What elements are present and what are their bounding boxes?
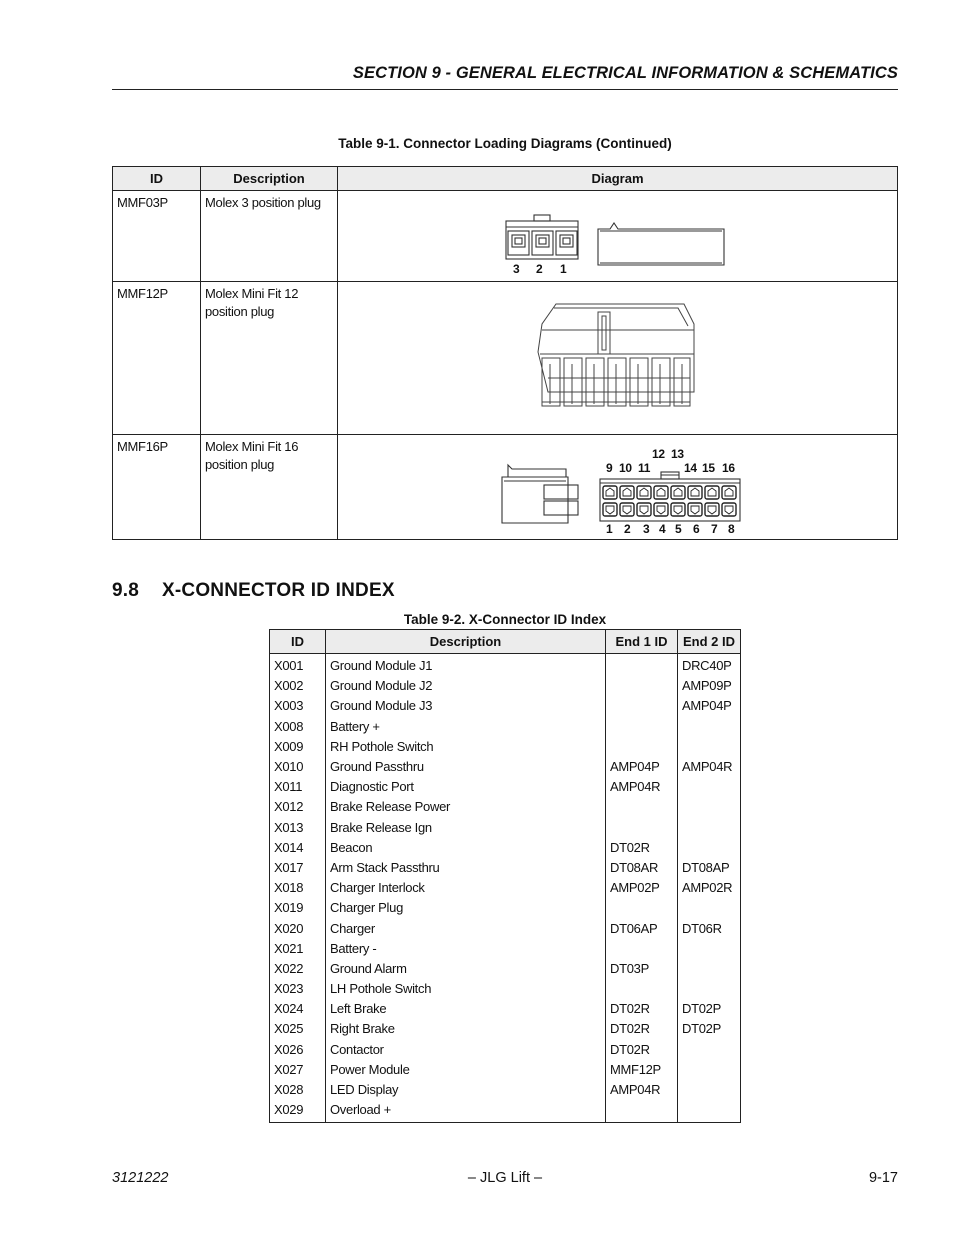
table2-cell-id: X003	[270, 696, 326, 716]
table2-cell-description: LED Display	[326, 1080, 606, 1100]
table2-cell-end1: DT02R	[606, 999, 678, 1019]
table2-cell-id: X018	[270, 878, 326, 898]
table-row	[270, 777, 741, 797]
mmf03p-pin-label: 2	[536, 262, 543, 276]
mmf16p-pin-terminal	[657, 488, 665, 496]
table2-cell-id: X002	[270, 676, 326, 696]
table-row	[270, 979, 741, 999]
mmf16p-pin-terminal	[708, 488, 716, 496]
mmf16p-pin-terminal	[708, 506, 716, 514]
table2-cell-id: X010	[270, 757, 326, 777]
table-row	[270, 676, 741, 696]
table2-cell-description: Battery -	[326, 939, 606, 959]
section-title: X-CONNECTOR ID INDEX	[162, 580, 395, 601]
table2-cell-end2	[678, 737, 741, 757]
table2-cell-end1: DT02R	[606, 1019, 678, 1039]
section-heading	[112, 580, 395, 602]
mmf03p-pin-label: 1	[560, 262, 567, 276]
table1-cell-description: Molex Mini Fit 16 position plug	[201, 435, 338, 540]
table2-cell-description: Charger Plug	[326, 898, 606, 918]
table2-cell-id: X009	[270, 737, 326, 757]
table2-cell-description: Ground Alarm	[326, 959, 606, 979]
mmf16p-pin-terminal	[606, 488, 614, 496]
table2-cell-id: X025	[270, 1019, 326, 1039]
table2-cell-end1	[606, 898, 678, 918]
mmf03p-connector-drawing	[338, 191, 897, 281]
table2-cell-description: Ground Passthru	[326, 757, 606, 777]
table-row	[270, 1100, 741, 1123]
table2-cell-id: X012	[270, 797, 326, 817]
table-row	[270, 797, 741, 817]
table2-cell-description: Right Brake	[326, 1019, 606, 1039]
mmf16p-pin-terminal	[640, 506, 648, 514]
table2-cell-end2	[678, 959, 741, 979]
mmf16p-bottom-pin-labels	[606, 522, 735, 536]
table2-header-end1: End 1 ID	[606, 630, 678, 654]
table2-cell-end2: AMP02R	[678, 878, 741, 898]
table2-cell-end1: AMP02P	[606, 878, 678, 898]
table-row	[270, 838, 741, 858]
table2-cell-end1: DT02R	[606, 838, 678, 858]
table2-cell-end2: DT02P	[678, 999, 741, 1019]
table2-cell-id: X019	[270, 898, 326, 918]
table1-header-diagram: Diagram	[338, 167, 898, 191]
table2-cell-end2: DT06R	[678, 918, 741, 938]
mmf16p-pin-terminal	[606, 506, 614, 514]
table-row	[270, 818, 741, 838]
mmf12p-diagram	[338, 282, 898, 435]
table2-cell-end2	[678, 898, 741, 918]
table2-cell-end1	[606, 818, 678, 838]
table1-header-id: ID	[113, 167, 201, 191]
table1-row	[113, 282, 898, 435]
table2-cell-description: Contactor	[326, 1040, 606, 1060]
table2-cell-end1	[606, 717, 678, 737]
mmf16p-pin-terminal	[691, 488, 699, 496]
table2-cell-end2: DT02P	[678, 1019, 741, 1039]
table2-cell-id: X013	[270, 818, 326, 838]
table2-cell-description: Diagnostic Port	[326, 777, 606, 797]
table2-cell-id: X001	[270, 654, 326, 677]
mmf16p-pin-label: 8	[728, 522, 735, 536]
mmf16p-pin-label: 5	[675, 522, 682, 536]
header-rule	[112, 89, 898, 90]
table2-cell-end1: AMP04R	[606, 777, 678, 797]
table2-header-end2: End 2 ID	[678, 630, 741, 654]
mmf16p-pin-label: 12	[652, 447, 665, 461]
mmf16p-diagram	[338, 435, 898, 540]
table2-cell-id: X017	[270, 858, 326, 878]
mmf16p-pin-terminal	[623, 506, 631, 514]
table2-cell-end1: DT02R	[606, 1040, 678, 1060]
table2-cell-end1: DT08AR	[606, 858, 678, 878]
table2-cell-id: X027	[270, 1060, 326, 1080]
table-row	[270, 858, 741, 878]
table-row	[270, 717, 741, 737]
table-row	[270, 1080, 741, 1100]
table2-cell-end1: AMP04R	[606, 1080, 678, 1100]
table1-cell-id: MMF03P	[113, 191, 201, 282]
mmf16p-pin-terminal	[640, 488, 648, 496]
mmf12p-connector-drawing	[338, 282, 897, 434]
table2-header-id: ID	[270, 630, 326, 654]
table2-cell-end1	[606, 979, 678, 999]
table2-cell-end1	[606, 696, 678, 716]
table-row	[270, 1040, 741, 1060]
mmf03p-diagram	[338, 191, 898, 282]
table1-cell-id: MMF16P	[113, 435, 201, 540]
table-row	[270, 898, 741, 918]
table2-cell-id: X022	[270, 959, 326, 979]
table2-cell-end2	[678, 979, 741, 999]
table2-cell-end2: AMP04R	[678, 757, 741, 777]
table2-cell-id: X008	[270, 717, 326, 737]
table2-cell-end2	[678, 838, 741, 858]
table-row	[270, 878, 741, 898]
mmf16p-pin-label: 16	[722, 461, 735, 475]
table-row	[270, 1019, 741, 1039]
table2-cell-description: Ground Module J3	[326, 696, 606, 716]
mmf03p-pin-labels	[513, 262, 567, 276]
table2-body	[270, 654, 741, 1123]
mmf03p-pin-label: 3	[513, 262, 520, 276]
table2-cell-id: X021	[270, 939, 326, 959]
table2-cell-description: Beacon	[326, 838, 606, 858]
table2-cell-end1: MMF12P	[606, 1060, 678, 1080]
table1-header-description: Description	[201, 167, 338, 191]
table2-cell-end1	[606, 654, 678, 677]
mmf16p-pin-terminal	[725, 506, 733, 514]
table2-cell-description: Ground Module J1	[326, 654, 606, 677]
table2-cell-description: Overload +	[326, 1100, 606, 1123]
mmf16p-connector-drawing	[338, 435, 897, 539]
mmf16p-pin-terminal	[674, 488, 682, 496]
mmf16p-pin-terminal	[725, 488, 733, 496]
x-connector-id-table	[269, 629, 741, 1123]
table2-cell-end2	[678, 717, 741, 737]
table2-caption: Table 9-2. X-Connector ID Index	[403, 612, 607, 627]
table-row	[270, 696, 741, 716]
mmf16p-pin-label: 2	[624, 522, 631, 536]
connector-loading-table	[112, 166, 898, 540]
table2-cell-id: X029	[270, 1100, 326, 1123]
table-row	[270, 918, 741, 938]
table2-cell-id: X024	[270, 999, 326, 1019]
table2-header-row	[270, 630, 741, 654]
table2-header-description: Description	[326, 630, 606, 654]
table2-cell-end2	[678, 797, 741, 817]
footer-doc-number: 3121222	[112, 1170, 169, 1186]
table1-caption: Table 9-1. Connector Loading Diagrams (Continued)	[338, 136, 672, 151]
table2-cell-end2	[678, 1080, 741, 1100]
footer-publisher: – JLG Lift –	[467, 1170, 543, 1186]
table1-header-row	[113, 167, 898, 191]
table1-row	[113, 435, 898, 540]
table2-cell-description: Left Brake	[326, 999, 606, 1019]
table2-cell-end2: DT08AP	[678, 858, 741, 878]
table2-cell-id: X014	[270, 838, 326, 858]
table2-cell-end2	[678, 939, 741, 959]
table2-cell-end2	[678, 777, 741, 797]
table2-cell-end1: DT03P	[606, 959, 678, 979]
mmf16p-pin-terminal	[657, 506, 665, 514]
section-number: 9.8	[112, 580, 140, 601]
mmf16p-pin-label: 7	[711, 522, 718, 536]
table-row	[270, 654, 741, 677]
table2-cell-end2	[678, 818, 741, 838]
table2-cell-end1	[606, 676, 678, 696]
section-header: SECTION 9 - GENERAL ELECTRICAL INFORMATION & SCHEMATICS	[352, 64, 898, 82]
mmf16p-top-pin-labels	[606, 447, 735, 475]
mmf16p-pin-label: 14	[684, 461, 697, 475]
table2-cell-end1	[606, 797, 678, 817]
table-row	[270, 1060, 741, 1080]
table2-cell-end2: AMP04P	[678, 696, 741, 716]
table2-cell-description: RH Pothole Switch	[326, 737, 606, 757]
mmf16p-pin-label: 6	[693, 522, 700, 536]
table2-cell-end2	[678, 1040, 741, 1060]
table2-cell-id: X026	[270, 1040, 326, 1060]
mmf16p-pin-label: 9	[606, 461, 613, 475]
table2-cell-description: Arm Stack Passthru	[326, 858, 606, 878]
table2-cell-end1: AMP04P	[606, 757, 678, 777]
mmf16p-pin-label: 1	[606, 522, 613, 536]
table2-cell-description: Charger	[326, 918, 606, 938]
mmf16p-pin-label: 4	[659, 522, 666, 536]
mmf16p-pin-label: 3	[643, 522, 650, 536]
footer-page-number: 9-17	[868, 1170, 898, 1186]
table2-cell-end2: AMP09P	[678, 676, 741, 696]
table2-cell-description: Battery +	[326, 717, 606, 737]
table1-cell-id: MMF12P	[113, 282, 201, 435]
table2-cell-description: Brake Release Power	[326, 797, 606, 817]
table2-cell-end2	[678, 1060, 741, 1080]
table-row	[270, 999, 741, 1019]
table2-cell-description: Charger Interlock	[326, 878, 606, 898]
table1-row	[113, 191, 898, 282]
table2-cell-id: X028	[270, 1080, 326, 1100]
table2-cell-id: X023	[270, 979, 326, 999]
mmf16p-pin-label: 13	[671, 447, 684, 461]
table2-cell-id: X011	[270, 777, 326, 797]
mmf16p-pin-label: 10	[619, 461, 632, 475]
table-row	[270, 757, 741, 777]
table2-cell-description: Power Module	[326, 1060, 606, 1080]
table1-cell-description: Molex Mini Fit 12 position plug	[201, 282, 338, 435]
table-row	[270, 939, 741, 959]
table2-cell-description: Brake Release Ign	[326, 818, 606, 838]
table2-cell-end1	[606, 1100, 678, 1123]
mmf16p-pin-label: 15	[702, 461, 715, 475]
mmf16p-pin-terminal	[691, 506, 699, 514]
table2-cell-description: Ground Module J2	[326, 676, 606, 696]
mmf16p-pin-label: 11	[638, 461, 651, 475]
table2-cell-end2: DRC40P	[678, 654, 741, 677]
mmf16p-pin-terminal	[674, 506, 682, 514]
table2-cell-end2	[678, 1100, 741, 1123]
table2-cell-end1	[606, 737, 678, 757]
table2-cell-description: LH Pothole Switch	[326, 979, 606, 999]
table2-cell-end1: DT06AP	[606, 918, 678, 938]
table2-cell-end1	[606, 939, 678, 959]
table-row	[270, 959, 741, 979]
table-row	[270, 737, 741, 757]
table1-cell-description: Molex 3 position plug	[201, 191, 338, 282]
table2-cell-id: X020	[270, 918, 326, 938]
mmf16p-pin-terminal	[623, 488, 631, 496]
